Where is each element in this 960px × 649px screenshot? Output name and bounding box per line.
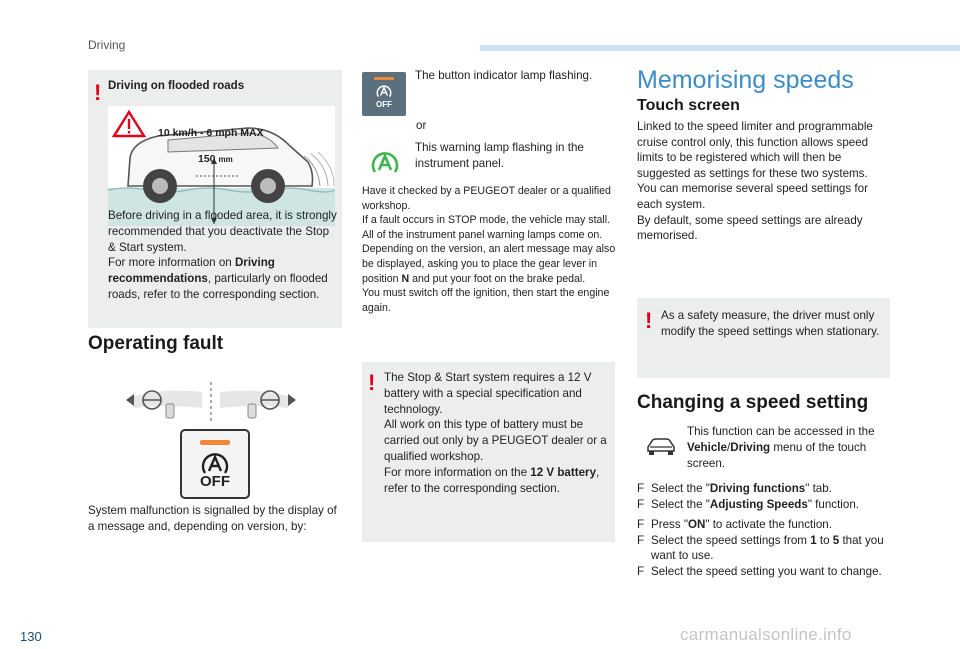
memorising-text-2: You can memorise several speed settings for each system. <box>637 182 868 211</box>
lamp-off-indicator <box>362 72 406 116</box>
step-marker: F <box>637 518 645 532</box>
changing-speed-title: Changing a speed setting <box>637 392 869 413</box>
fault-detail-3: All of the instrument panel warning lamps come on. <box>362 228 603 241</box>
battery-warning-box <box>362 362 615 542</box>
safety-warning-text: As a safety measure, the driver must only modify the speed settings when stationary. <box>661 309 880 338</box>
memorising-text <box>637 119 889 244</box>
button-indicator-lamp <box>200 440 230 445</box>
changing-intro: This function can be accessed in the Vehicle/Driving menu of the touch screen. <box>687 425 875 470</box>
warning-exclamation-icon: ! <box>645 308 653 333</box>
fault-detail-2: If a fault occurs in STOP mode, the vehicle may stall. <box>362 214 611 227</box>
step-marker: F <box>637 482 645 495</box>
section-title: Driving <box>88 38 126 52</box>
header-bar <box>480 45 960 51</box>
step-1: F Select the "Driving functions" tab. <box>637 482 832 495</box>
touch-screen-subtitle: Touch screen <box>637 97 740 114</box>
water-depth-label <box>198 153 233 165</box>
stop-start-button[interactable] <box>180 429 250 499</box>
step-3: F Press "ON" to activate the function. <box>637 518 832 532</box>
memorising-text-3: By default, some speed settings are already memorised. <box>637 213 863 243</box>
auto-stop-icon-small <box>375 83 393 99</box>
warning-exclamation-icon: ! <box>94 80 102 105</box>
flood-text-2: For more information on Driving recommendations, particularly on flooded roads, refer to the corresponding section. <box>108 256 328 301</box>
safety-warning-box <box>637 298 890 378</box>
steering-wheel-diagram <box>124 380 298 424</box>
water-depth-value: 150 <box>198 153 216 165</box>
flood-warning-box <box>88 70 342 328</box>
steps-list <box>637 481 889 580</box>
flood-title: Driving on flooded roads <box>108 80 245 92</box>
flood-text-1: Before driving in a flooded area, it is strongly recommended that you deactivate the Stop & Start system. <box>108 209 337 254</box>
danger-triangle-icon <box>112 110 146 138</box>
battery-line-1: The Stop & Start system requires a 12 V battery with a special specification and technology. <box>384 371 592 416</box>
step-marker: F <box>637 533 645 547</box>
memorising-speeds-title: Memorising speeds <box>637 66 854 94</box>
car-icon <box>646 437 676 457</box>
flood-text <box>108 208 338 303</box>
button-off-label: OFF <box>200 473 230 490</box>
warning-exclamation-icon: ! <box>368 370 376 395</box>
fault-detail-5: You must switch off the ignition, then start the engine again. <box>362 287 610 314</box>
fault-details <box>362 184 616 315</box>
or-text: or <box>416 119 427 132</box>
battery-warning-text <box>384 370 610 496</box>
operating-fault-title: Operating fault <box>88 333 224 354</box>
step-2: F Select the "Adjusting Speeds" function. <box>637 497 859 511</box>
fault-caption: System malfunction is signalled by the display of a message and, depending on version, by: <box>88 504 337 533</box>
lamp-off-label: OFF <box>376 100 392 109</box>
page-number: 130 <box>20 629 42 644</box>
fault-detail-4: Depending on the version, an alert message may also be displayed, asking you to place the gear lever in position N and put your foot on the brake pedal. <box>362 243 616 285</box>
step-marker: F <box>637 564 645 578</box>
lamp2-text: This warning lamp flashing in the instrument panel. <box>415 141 584 170</box>
battery-line-3: For more information on the 12 V battery, refer to the corresponding section. <box>384 465 600 495</box>
step-marker: F <box>637 497 645 511</box>
warning-lamp-green-icon <box>368 148 402 176</box>
memorising-text-1: Linked to the speed limiter and programmable cruise control only, this function allows speed limits to be registered which will then be suggested as settings for these two systems. <box>637 120 873 180</box>
fault-detail-1: Have it checked by a PEUGEOT dealer or a qualified workshop. <box>362 185 611 212</box>
watermark: carmanualsonline.info <box>680 625 852 644</box>
battery-line-2: All work on this type of battery must be carried out only by a PEUGEOT dealer or a qualified workshop. <box>384 418 607 463</box>
speed-limit-label: 10 km/h - 6 mph MAX <box>158 127 264 139</box>
water-depth-unit: mm <box>218 155 233 164</box>
step-5: F Select the speed setting you want to change. <box>637 564 882 578</box>
step-4: F Select the speed settings from 1 to 5 that you want to use. <box>637 533 884 563</box>
lamp1-text: The button indicator lamp flashing. <box>415 69 593 82</box>
